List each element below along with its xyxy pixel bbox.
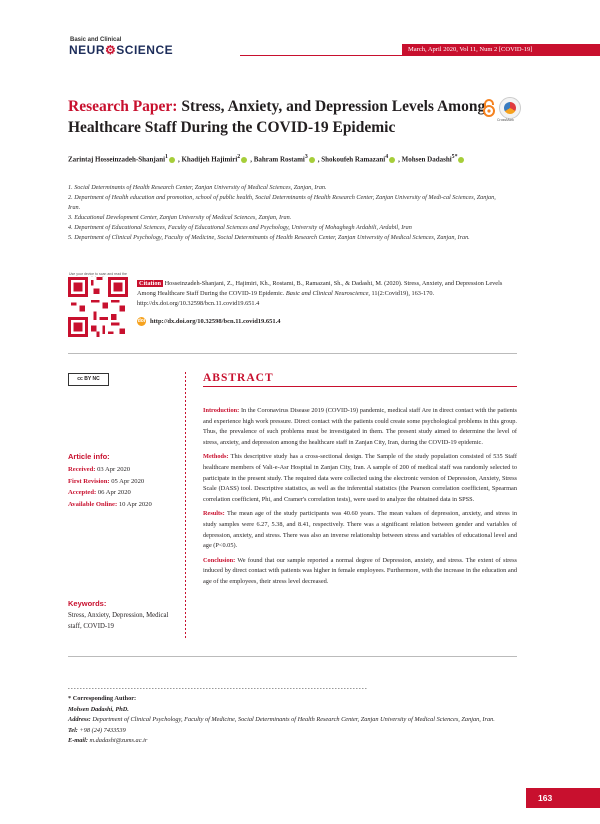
citation-tag: Citation bbox=[139, 280, 162, 287]
online-date: 10 Apr 2020 bbox=[118, 500, 152, 508]
first-revision-date: 05 Apr 2020 bbox=[111, 477, 145, 485]
tel-text: +98 (24) 7433539 bbox=[77, 726, 126, 734]
results-heading: Results: bbox=[203, 510, 225, 518]
introduction-text: In the Coronavirus Disease 2019 (COVID-19) pandemic, medical staff Are in direct contact with the patients and experience high work pressure. Direct contact with the patients could create some psychological problems in this group. Thus, the prevalence of such problems must be investigated in them. The present study aimed to determine the level of stress, anxiety, and depression among the healthcare staff in Zanjan City, Iran, during the COVID-19 epidemic. bbox=[203, 407, 517, 446]
orcid-icon[interactable] bbox=[169, 157, 175, 163]
received-date: 03 Apr 2020 bbox=[97, 466, 131, 473]
author-name: Shokoufeh Ramazani bbox=[321, 155, 386, 164]
column-divider bbox=[185, 372, 186, 640]
article-info-list bbox=[68, 464, 152, 510]
address-label: Address: bbox=[68, 716, 91, 723]
conclusion-text: We found that our sample reported a normal degree of Depression, anxiety, and stress. The extent of stress induced by direct contact with patients was higher in female employees. Furthermore, with the increase in the education and age of the employees, their stress level decreased. bbox=[203, 556, 517, 585]
introduction-heading: Introduction: bbox=[203, 407, 240, 414]
abstract-conclusion bbox=[203, 556, 517, 588]
corresponding-author bbox=[68, 694, 508, 747]
citation-after: , 11(2:Covid19), 163-170. http://dx.doi.org/10.32598/bcn.11.covid19.651.4 bbox=[137, 290, 435, 307]
article-title-text: Stress, Anxiety, and Depression Levels Among Healthcare Staff During the COVID-19 Epidemic bbox=[68, 98, 486, 136]
qr-code-icon[interactable] bbox=[68, 277, 128, 337]
doi-link[interactable] bbox=[137, 317, 281, 326]
corresponding-name: Mohsen Dadashi, PhD. bbox=[68, 705, 129, 713]
tel-label: Tel: bbox=[68, 726, 78, 734]
journal-logo-b: SCIENCE bbox=[116, 43, 174, 57]
journal-logo-a: NEUR bbox=[69, 43, 106, 57]
author-name: Khadijeh Hajimiri bbox=[181, 155, 238, 164]
orcid-icon[interactable] bbox=[241, 157, 247, 163]
crossmark-icon[interactable] bbox=[499, 97, 521, 119]
page-number: 163 bbox=[526, 788, 600, 808]
article-type-label: Research Paper: bbox=[68, 98, 178, 115]
article-title bbox=[68, 96, 488, 138]
abstract-introduction bbox=[203, 406, 517, 448]
orcid-icon[interactable] bbox=[389, 157, 395, 163]
header-rule bbox=[240, 55, 600, 56]
abstract-rule bbox=[203, 386, 517, 387]
received-label: Received: bbox=[68, 466, 96, 473]
accepted-label: Accepted: bbox=[68, 489, 97, 496]
tel-row bbox=[68, 726, 508, 737]
affiliation: 1. Social Determinants of Health Research Center, Zanjan University of Medical Sciences, Zanjan, Iran. bbox=[68, 184, 327, 191]
email-label: E-mail: bbox=[68, 737, 88, 744]
author-sup: 5* bbox=[451, 154, 458, 160]
affiliation: 5. Department of Clinical Psychology, Faculty of Medicine, Social Determinants of Health Research Center, Zanjan University of Medical Sciences, Zanjan, Iran. bbox=[68, 234, 470, 241]
journal-logo bbox=[69, 43, 173, 57]
section-divider bbox=[68, 353, 517, 354]
corresponding-label: * Corresponding Author: bbox=[68, 695, 137, 702]
citation-text: Hosseinzadeh-Shanjani, Z., Hajimiri, Kh., Rostami, B., Ramazani, Sh., & Dadashi, M. (2020). Stress, Anxiety, and Depression Levels Among Healthcare Staff During the COVID-19 Epidemic. bbox=[137, 280, 503, 297]
abstract-methods bbox=[203, 452, 517, 505]
issue-banner: March, April 2020, Vol 11, Num 2 [COVID-19] bbox=[402, 44, 600, 56]
orcid-icon[interactable] bbox=[458, 157, 464, 163]
first-revision-row bbox=[68, 476, 152, 488]
methods-heading: Methods: bbox=[203, 453, 229, 461]
affiliation-list bbox=[68, 183, 508, 243]
results-text: The mean age of the study participants was 40.60 years. The mean values of depression, anxiety, and stress in study samples were 6.27, 5.38, and 8.41, respectively. There was a significant relation between gender and variables of depression, anxiety, and stress. There was also an inverse relationship between stress and variables of educational level and age (P<0.05). bbox=[203, 510, 517, 550]
footnote-divider bbox=[68, 688, 368, 689]
abstract-title: ABSTRACT bbox=[203, 372, 274, 384]
author-sup: 4 bbox=[385, 154, 389, 160]
gear-icon: ⚙ bbox=[105, 43, 117, 57]
abstract-body bbox=[203, 406, 517, 592]
author-list: Zarintaj Hosseinzadeh-Shanjani$^1$ , Khadijeh Hajimiri$^2$ , Bahram Rostami$^3$ , Shokoufeh Ramazani$^4$ , Mohsen Dadashi$^{5*}$ bbox=[68, 154, 548, 163]
crossmark-label: CrossMark bbox=[497, 118, 514, 122]
open-access-icon bbox=[482, 99, 496, 117]
author-sup: 3 bbox=[304, 154, 308, 160]
qr-caption: Use your device to scan and read the bbox=[69, 272, 127, 276]
first-revision-label: First Revision: bbox=[68, 477, 110, 485]
abstract-results bbox=[203, 509, 517, 551]
doi-url[interactable]: http://dx.doi.org/10.32598/bcn.11.covid19.651.4 bbox=[150, 317, 281, 325]
author-name: Zarintaj Hosseinzadeh-Shanjani bbox=[68, 155, 166, 164]
author-name: Bahram Rostami bbox=[253, 155, 305, 164]
citation-block bbox=[137, 279, 517, 309]
keywords-title: Keywords: bbox=[68, 599, 107, 608]
online-row bbox=[68, 499, 152, 511]
email-row bbox=[68, 736, 508, 747]
article-info-title: Article info: bbox=[68, 452, 110, 461]
author-sup: 1 bbox=[165, 154, 168, 160]
address-text: Department of Clinical Psychology, Faculty of Medicine, Social Determinants of Health Research Center, Zanjan University of Medical Sciences, Zanjan, Iran. bbox=[90, 716, 495, 723]
affiliation: 2. Department of Health education and promotion, school of public health, Social Determinants of Health Research Center, Zanjan University of Medi-cal Sciences, Zanjan, Iran. bbox=[68, 194, 496, 211]
affiliation: 3. Educational Development Center, Zanjan University of Medical Sciences, Zanjan, Iran. bbox=[68, 214, 292, 221]
author-sup: 2 bbox=[237, 154, 241, 160]
keywords-text: Stress, Anxiety, Depression, Medical staff, COVID-19 bbox=[68, 612, 169, 630]
received-row bbox=[68, 464, 152, 476]
address-row bbox=[68, 715, 508, 726]
online-label: Available Online: bbox=[68, 500, 118, 508]
email-text[interactable]: m.dadashi@zums.ac.ir bbox=[87, 737, 148, 744]
section-divider bbox=[68, 656, 517, 657]
doi-icon: doi bbox=[137, 318, 146, 324]
cc-license-badge[interactable]: cc BY NC bbox=[68, 373, 109, 386]
citation-journal: Basic and Clinical Neuroscience bbox=[285, 290, 369, 297]
accepted-row bbox=[68, 487, 152, 499]
author-name: Mohsen Dadashi bbox=[401, 155, 452, 164]
journal-logo-top: Basic and Clinical bbox=[70, 37, 122, 43]
affiliation: 4. Department of Educational Sciences, Faculty of Educational Sciences and Psychology, University of Mohaghegh Ardabili, Ardabil, Iran bbox=[68, 224, 412, 231]
accepted-date: 06 Apr 2020 bbox=[97, 489, 131, 496]
methods-text: This descriptive study has a cross-sectional design. The Sample of the study population consisted of 535 Staff healthcare members of Vali-e-Asr Hospital in Zanjan City, Iran. A sample of 200 of medical staff was randomly selected to participate in the present study. The required data were collected using the electronic version of Depression, Anxiety, Stress Scale (DASS) tool. Descriptive statistics, as well as the inferential statistics (the Pearson correlation coefficient, Spearman correlation coefficient, Phi, and Cramer's correlation tests), were used to analyze the obtained data in SPSS. bbox=[203, 453, 517, 503]
conclusion-heading: Conclusion: bbox=[203, 556, 236, 564]
orcid-icon[interactable] bbox=[309, 157, 315, 163]
